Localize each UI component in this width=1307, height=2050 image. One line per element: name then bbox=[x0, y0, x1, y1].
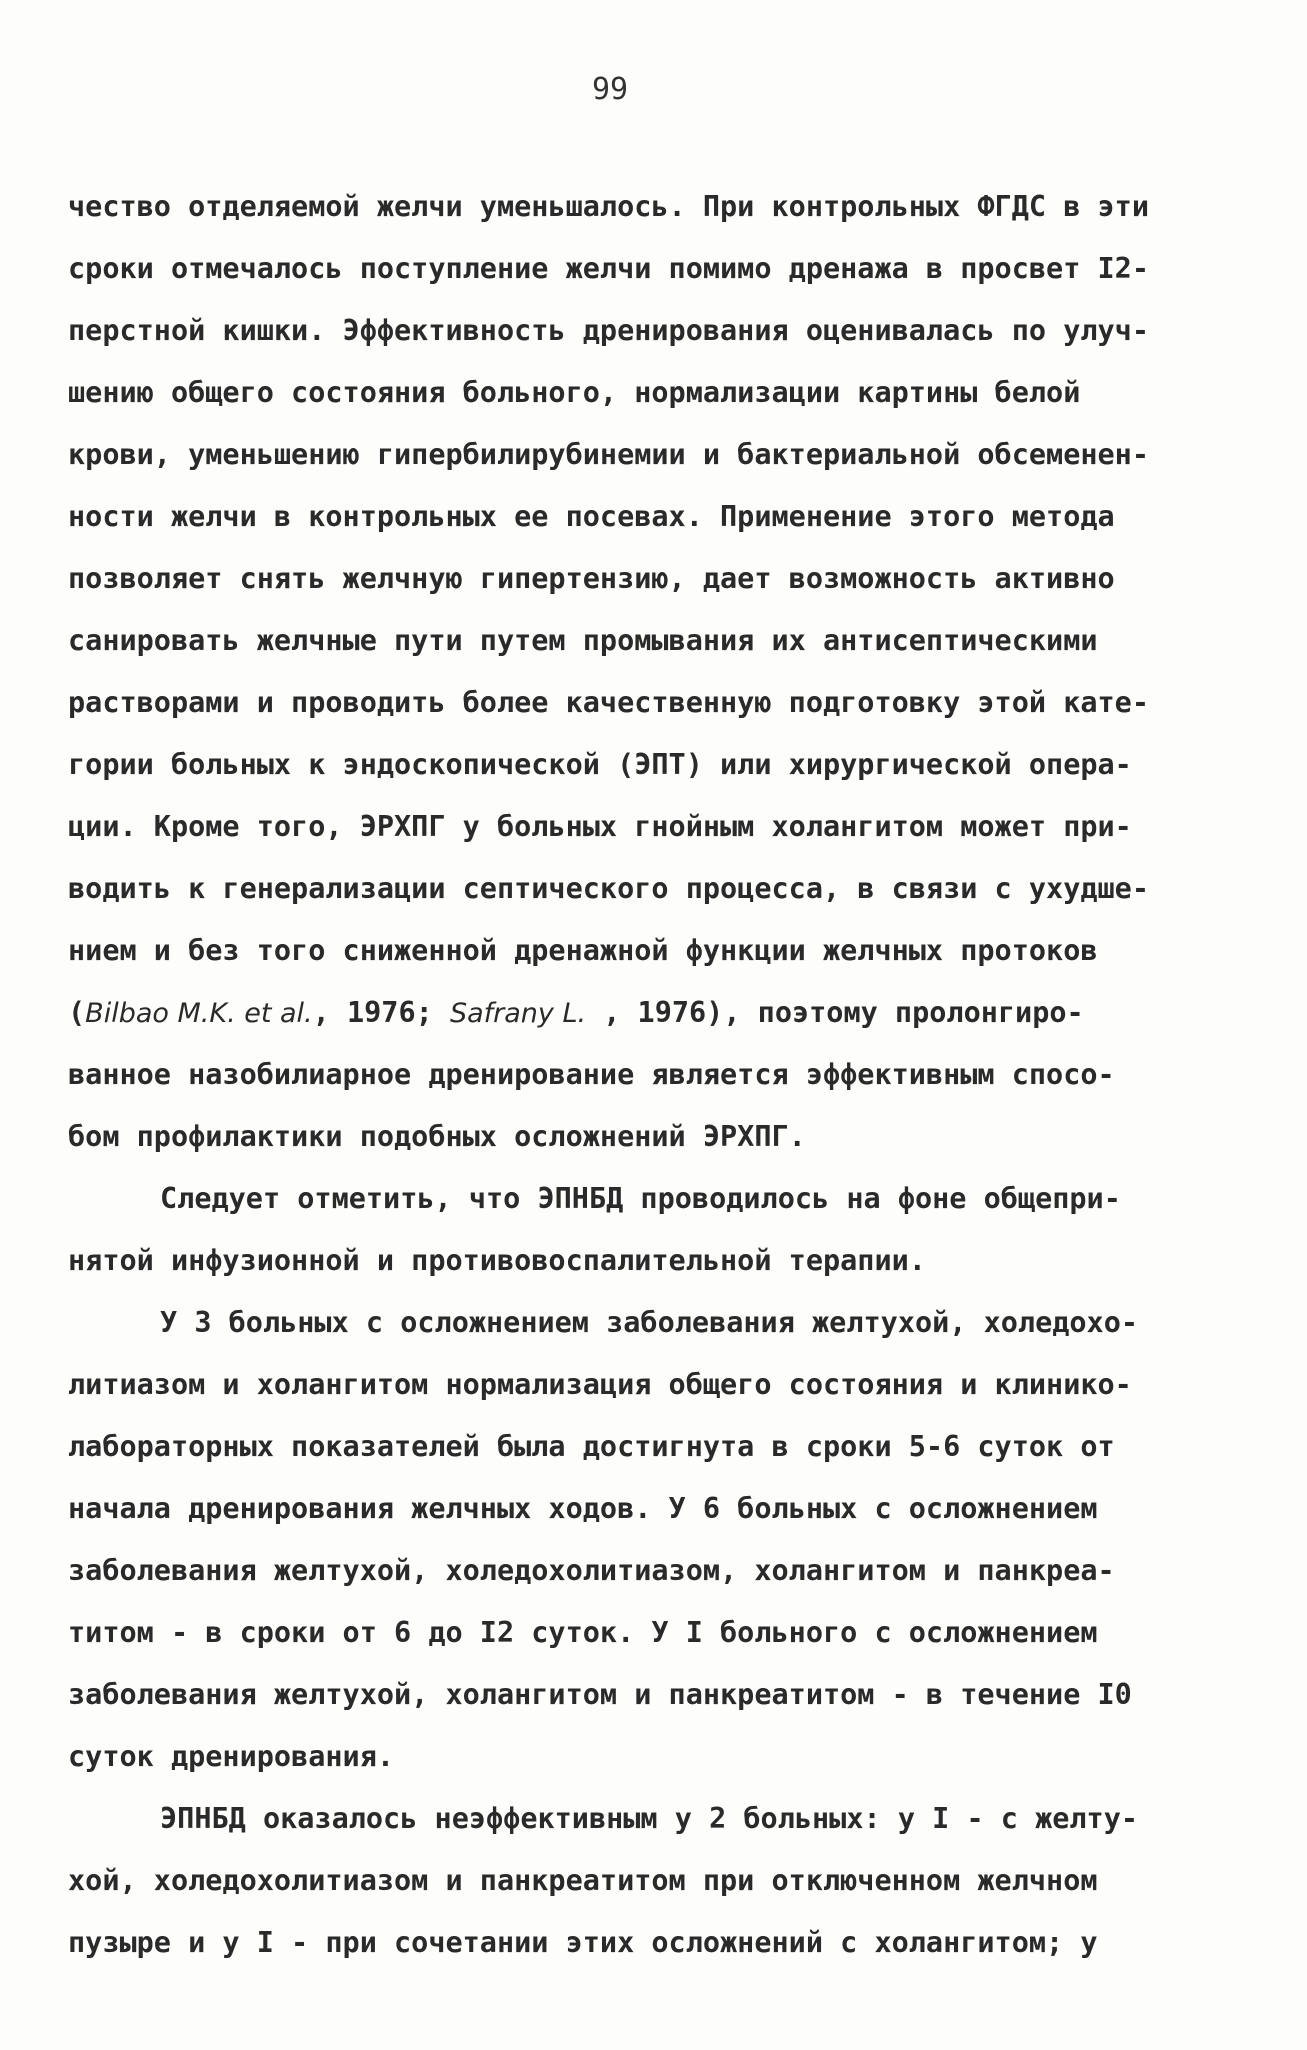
text-line: ЭПНБД оказалось неэффективным у 2 больных: у I - с желту- bbox=[160, 1802, 1139, 1835]
text-line: ванное назобилиарное дренирование является эффективным спосо- bbox=[68, 1058, 1115, 1091]
text-line: перстной кишки. Эффективность дренирования оценивалась по улуч- bbox=[68, 314, 1149, 347]
text-line: растворами и проводить более качественную подготовку этой кате- bbox=[68, 686, 1149, 719]
citation-rest: , 1976), поэтому пролонгиро- bbox=[586, 996, 1084, 1029]
text-line: У 3 больных с осложнением заболевания желтухой, холедохо- bbox=[160, 1306, 1139, 1339]
text-line: титом - в сроки от 6 до I2 суток. У I больного с осложнением bbox=[68, 1616, 1098, 1649]
text-line: начала дренирования желчных ходов. У 6 больных с осложнением bbox=[68, 1492, 1098, 1525]
text-line: заболевания желтухой, холедохолитиазом, холангитом и панкреа- bbox=[68, 1554, 1115, 1587]
citation-author-safrany: Safrany L. bbox=[449, 998, 587, 1029]
text-line: крови, уменьшению гипербилирубинемии и бактериальной обсеменен- bbox=[68, 438, 1149, 471]
paragraph-block-1 bbox=[68, 176, 1248, 982]
citation-separator: , 1976; bbox=[312, 996, 450, 1029]
text-line: нием и без того сниженной дренажной функции желчных протоков bbox=[68, 934, 1098, 967]
citation-open: ( bbox=[68, 996, 86, 1029]
text-line: суток дренирования. bbox=[68, 1740, 395, 1773]
text-line: позволяет снять желчную гипертензию, дает возможность активно bbox=[68, 562, 1115, 595]
paragraph-block-2 bbox=[68, 1044, 1248, 1974]
text-line: бом профилактики подобных осложнений ЭРХПГ. bbox=[68, 1120, 806, 1153]
text-line: лабораторных показателей была достигнута в сроки 5-6 суток от bbox=[68, 1430, 1115, 1463]
text-line: хой, холедохолитиазом и панкреатитом при отключенном желчном bbox=[68, 1864, 1098, 1897]
text-line: ности желчи в контрольных ее посевах. Применение этого метода bbox=[68, 500, 1115, 533]
text-line: Следует отметить, что ЭПНБД проводилось на фоне общепри- bbox=[160, 1182, 1121, 1215]
text-line: сроки отмечалось поступление желчи помимо дренажа в просвет I2- bbox=[68, 252, 1149, 285]
citation-author-bilbao: Bilbao M.K. et al. bbox=[85, 998, 313, 1029]
text-line: санировать желчные пути путем промывания их антисептическими bbox=[68, 624, 1098, 657]
page-number: 99 bbox=[591, 72, 629, 107]
text-line: пузыре и у I - при сочетании этих осложнений с холангитом; у bbox=[68, 1926, 1098, 1959]
text-line: шению общего состояния больного, нормализации картины белой bbox=[68, 376, 1081, 409]
text-line: гории больных к эндоскопической (ЭПТ) или хирургической опера- bbox=[68, 748, 1132, 781]
text-line: литиазом и холангитом нормализация общего состояния и клинико- bbox=[68, 1368, 1132, 1401]
citation-line bbox=[68, 982, 1248, 1044]
text-line: чество отделяемой желчи уменьшалось. При контрольных ФГДС в эти bbox=[68, 190, 1149, 223]
text-line: водить к генерализации септического процесса, в связи с ухудше- bbox=[68, 872, 1149, 905]
text-line: ции. Кроме того, ЭРХПГ у больных гнойным холангитом может при- bbox=[68, 810, 1132, 843]
text-line: заболевания желтухой, холангитом и панкреатитом - в течение I0 bbox=[68, 1678, 1132, 1711]
body-text bbox=[68, 176, 1248, 1974]
text-line: нятой инфузионной и противовоспалительной терапии. bbox=[68, 1244, 926, 1277]
